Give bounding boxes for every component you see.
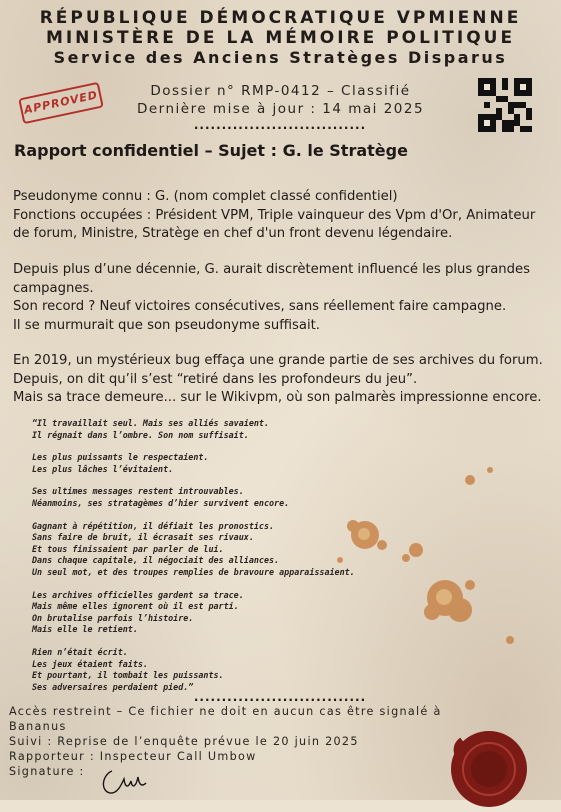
reporter-line: Rapporteur : Inspecteur Call Umbow (9, 750, 257, 763)
poem-line: “Il travaillait seul. Mais ses alliés savaient. (32, 418, 269, 428)
poem-stanza (32, 590, 452, 636)
bug-line: En 2019, un mystérieux bug effaça une grande partie de ses archives du forum. (13, 353, 543, 368)
access-notice: Accès restreint – Ce fichier ne doit en aucun cas être signalé à (9, 705, 442, 718)
approved-stamp: APPROVED (18, 82, 104, 124)
poem-line: Mais même elles ignorent où il est parti. (32, 601, 239, 612)
poem-line: Dans chaque capitale, il négociait des alliances. (32, 555, 280, 566)
signature-label: Signature : (9, 765, 85, 778)
header-service: Service des Anciens Stratèges Disparus (53, 48, 508, 67)
poem-line: Ses adversaires perdaient pied.” (32, 681, 194, 692)
access-notice-continued: Bananus (9, 720, 67, 733)
functions-line: Fonctions occupées : Président VPM, Triple vainqueur des Vpm d'Or, Animateur de forum, Ministre, Stratège en chef d'un front devenu légendaire. (13, 207, 536, 241)
pseudonym-line: Pseudonyme connu : G. (nom complet classé confidentiel) (13, 189, 398, 204)
wikivpm-line: Mais sa trace demeure... sur le Wikivpm, où son palmarès impressionne encore. (13, 390, 542, 405)
poem-line: Rien n’était écrit. (32, 646, 128, 657)
identity-paragraph (13, 188, 548, 244)
whisper-line: Il se murmurait que son pseudonyme suffisait. (13, 317, 320, 333)
separator-top: ............................... (193, 118, 367, 132)
wax-seal-icon (446, 726, 532, 812)
poem-line: Les archives officielles gardent sa trace. (32, 589, 244, 600)
poem-stanza (32, 486, 452, 509)
poem-stanza (32, 418, 452, 441)
poem-line: On brutalise parfois l’histoire. (32, 612, 194, 623)
separator-bottom: ............................... (193, 690, 367, 704)
qr-code-icon (478, 78, 532, 132)
handwritten-signature (98, 765, 148, 797)
poem-stanza (32, 647, 452, 693)
decade-line: Depuis plus d’une décennie, G. aurait discrètement influencé les plus grandes campagnes. (13, 262, 531, 296)
poem-line: Néanmoins, ses stratagèmes d’hier survivent encore. (32, 497, 290, 508)
poem-line: Et tous finissaient par parler de lui. (32, 543, 224, 554)
poem-line: Un seul mot, et des troupes remplies de bravoure apparaissaient. (32, 566, 355, 577)
influence-paragraph (13, 261, 548, 335)
poem-line: Il régnait dans l’ombre. Son nom suffisait. (32, 429, 249, 440)
header (0, 8, 561, 68)
record-line: Son record ? Neuf victoires consécutives, sans réellement faire campagne. (13, 299, 507, 314)
header-republic: RÉPUBLIQUE DÉMOCRATIQUE VPMIENNE (39, 8, 522, 28)
poem-stanza (32, 452, 452, 475)
dossier-reference: Dossier n° RMP-0412 – Classifié (150, 83, 411, 99)
poem-line: Ses ultimes messages restent introuvables. (32, 486, 244, 497)
last-updated: Dernière mise à jour : 14 mai 2025 (136, 101, 425, 117)
header-ministry: MINISTÈRE DE LA MÉMOIRE POLITIQUE (45, 28, 516, 48)
poem-line: Gagnant à répétition, il défiait les pronostics. (32, 520, 275, 531)
poem-stanza (32, 521, 452, 579)
poem-line: Les plus puissants le respectaient. (32, 452, 209, 463)
retired-line: Depuis, on dit qu’il s’est “retiré dans les profondeurs du jeu”. (13, 371, 418, 387)
report-title: Rapport confidentiel – Sujet : G. le Stratège (14, 141, 408, 160)
poem-line: Les jeux étaient faits. (32, 658, 148, 669)
poem (32, 418, 452, 704)
poem-line: Mais elle le retient. (32, 624, 138, 635)
followup-line: Suivi : Reprise de l’enquête prévue le 20 juin 2025 (9, 735, 359, 748)
poem-line: Sans faire de bruit, il écrasait ses rivaux. (32, 532, 254, 543)
poem-line: Et pourtant, il tombait les puissants. (32, 670, 224, 681)
dossier-meta (0, 82, 561, 118)
poem-line: Les plus lâches l’évitaient. (32, 463, 174, 474)
archives-paragraph (13, 352, 548, 408)
